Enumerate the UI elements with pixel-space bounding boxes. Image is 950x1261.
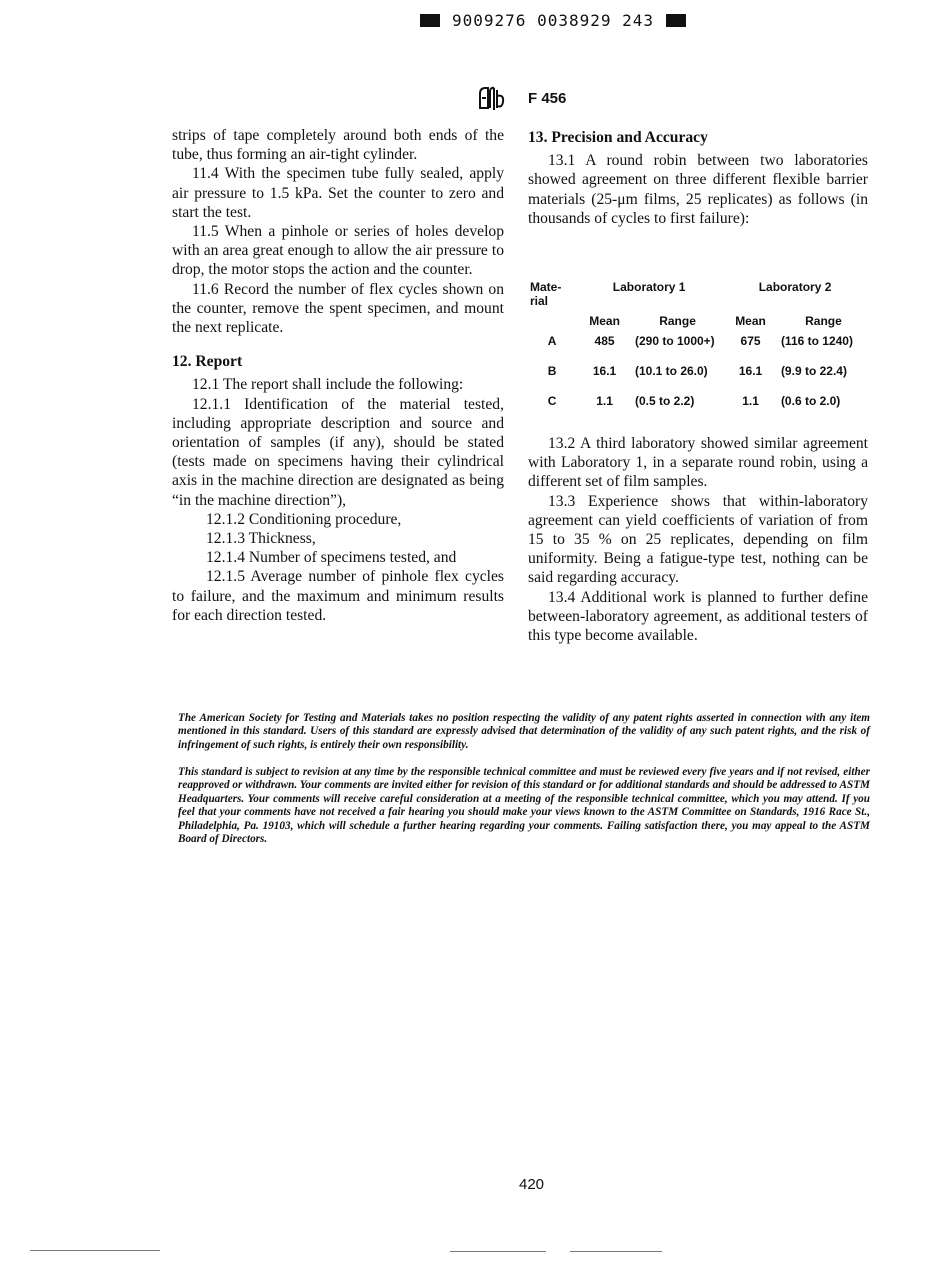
header-laboratory-1: Laboratory 1 <box>612 280 686 294</box>
section-heading-report: 12. Report <box>172 353 243 371</box>
paragraph-12-1-5: 12.1.5 Average number of pinhole flex cycles to failure, and the maximum and minimum results for each direction tested. <box>172 568 504 624</box>
paragraph-11-6: 11.6 Record the number of flex cycles shown on the counter, remove the spent specimen, and mount the next replicate. <box>172 280 504 337</box>
precision-table <box>528 280 868 424</box>
header-material: Mate-rial <box>530 280 562 308</box>
paragraph-13-1: 13.1 A round robin between two laboratories showed agreement on three different flexible barrier materials (25-μm films, 25 replicates) as follows (in thousands of cycles to first failure): <box>528 152 868 227</box>
barcode-header <box>420 10 686 30</box>
scan-artifact-line <box>570 1251 662 1252</box>
paragraph-12-1: 12.1 The report shall include the following: <box>192 376 464 394</box>
paragraph-12-1-4: 12.1.4 Number of specimens tested, and <box>206 549 457 567</box>
right-column-bottom <box>528 434 868 645</box>
header-mean-1: Mean <box>589 314 620 328</box>
left-column <box>172 126 504 625</box>
table-header-row <box>528 280 868 314</box>
paragraph-13-3: 13.3 Experience shows that within-laboratory agreement can yield coefficients of variation of from 15 to 35 % on 25 replicates, depending on film uniformity. Being a fatigue-type test, nothing can be said regarding accuracy. <box>528 492 868 587</box>
header-range-1: Range <box>659 314 696 328</box>
cell-material: A <box>547 334 557 348</box>
cell-mean-2: 16.1 <box>738 364 763 378</box>
patent-notice: The American Society for Testing and Materials takes no position respecting the validity of any patent rights asserted in connection with any item mentioned in this standard. Users of this standard are expressly advised that determination of the validity of any such patent rights, and the risk of infringement of such rights, is entirely their own responsibility. <box>178 712 870 751</box>
paragraph-11-4: 11.4 With the specimen tube fully sealed, apply air pressure to 1.5 kPa. Set the counter to zero and start the test. <box>172 165 504 221</box>
page-number: 420 <box>519 1176 545 1193</box>
cell-range-1: (0.5 to 2.2) <box>634 394 695 408</box>
paragraph-12-1-3: 12.1.3 Thickness, <box>206 530 316 548</box>
table-row <box>528 334 868 364</box>
cell-mean-2: 1.1 <box>742 394 759 408</box>
barcode-text: 9009276 0038929 243 <box>452 10 655 30</box>
scan-artifact-line <box>450 1251 546 1252</box>
cell-range-2: (0.6 to 2.0) <box>780 394 841 408</box>
paragraph-13-4: 13.4 Additional work is planned to further define between-laboratory agreement, as additional testers of this type become available. <box>528 588 868 645</box>
paragraph-12-1-2: 12.1.2 Conditioning procedure, <box>206 510 402 528</box>
header-laboratory-2: Laboratory 2 <box>758 280 832 294</box>
table-row <box>528 394 868 424</box>
paragraph-12-1-1: 12.1.1 Identification of the material tested, including appropriate description and source and orientation of samples (if any), should be stated (tests made on specimens having their cylindrical axis in the machine direction are designated as being “in the machine direction”), <box>172 395 504 509</box>
cell-range-2: (116 to 1240) <box>780 334 853 348</box>
cell-mean-1: 485 <box>594 334 615 348</box>
header-range-2: Range <box>805 314 842 328</box>
section-heading-precision: 13. Precision and Accuracy <box>528 129 708 146</box>
paragraph-13-2: 13.2 A third laboratory showed similar agreement with Laboratory 1, in a separate round robin, using a different set of film samples. <box>528 435 868 491</box>
cell-mean-2: 675 <box>740 334 761 348</box>
right-column-top <box>528 128 868 228</box>
barcode-block-left <box>420 14 440 27</box>
table-subheader-row <box>528 314 868 334</box>
cell-mean-1: 16.1 <box>592 364 617 378</box>
header-mean-2: Mean <box>735 314 766 328</box>
cell-mean-1: 1.1 <box>596 394 613 408</box>
paragraph-tape-strips: strips of tape completely around both ends of the tube, thus forming an air-tight cylinder. <box>172 127 504 164</box>
astm-logo-icon <box>476 86 506 112</box>
cell-material: C <box>547 394 557 408</box>
standard-designation: F 456 <box>528 90 567 107</box>
cell-range-1: (10.1 to 26.0) <box>634 364 708 378</box>
cell-range-2: (9.9 to 22.4) <box>780 364 847 378</box>
paragraph-11-5: 11.5 When a pinhole or series of holes develop with an area great enough to allow the air pressure to drop, the motor stops the action and the counter. <box>172 223 504 279</box>
cell-material: B <box>547 364 557 378</box>
table-row <box>528 364 868 394</box>
scan-artifact-line <box>30 1250 160 1251</box>
revision-notice: This standard is subject to revision at any time by the responsible technical committee and must be reviewed every five years and if not revised, either reapproved or withdrawn. Your comments are invited either for revision of this standard or for additional standards and should be addressed to ASTM Headquarters. Your comments will receive careful consideration at a meeting of the responsible technical committee, which you may attend. If you feel that your comments have not received a fair hearing you should make your views known to the ASTM Committee on Standards, 1916 Race St., Philadelphia, Pa. 19103, which will schedule a further hearing regarding your comments. Failing satisfaction there, you may appeal to the ASTM Board of Directors. <box>178 766 870 846</box>
barcode-block-right <box>666 14 686 27</box>
cell-range-1: (290 to 1000+) <box>634 334 715 348</box>
